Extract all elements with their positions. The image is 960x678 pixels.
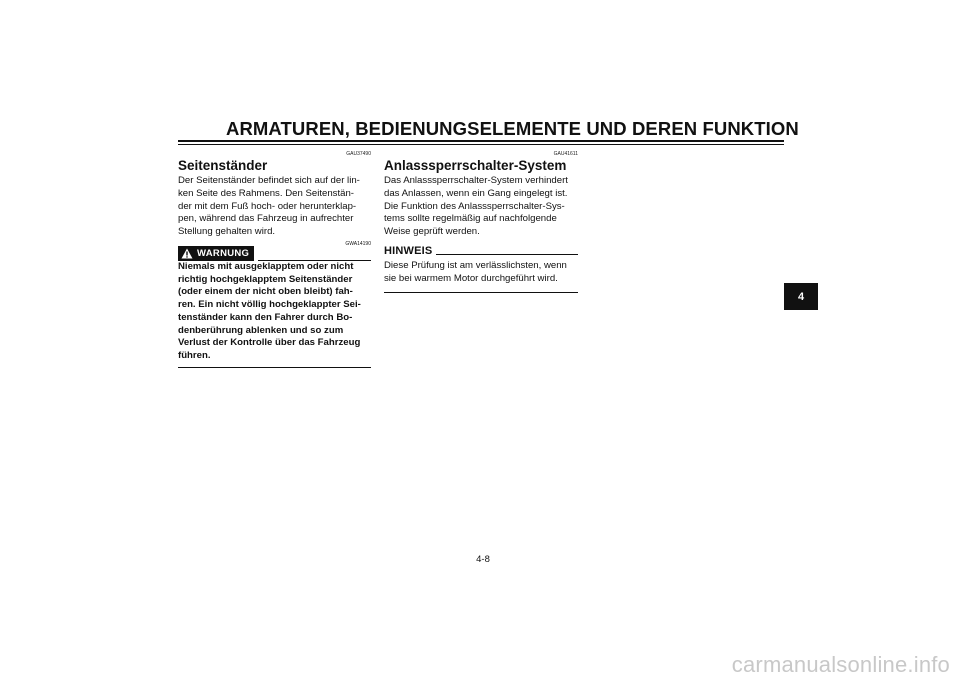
warning-code: GWA14190	[345, 240, 371, 247]
warning-text: Niemals mit ausgeklapptem oder nicht richtig hochgeklapptem Seitenständer (oder einem der nicht oben bleibt) fah- ren. Ein nicht völlig hochgeklappter Sei- tenständer kann den Fahrer durch Bo- denberührung ablenken und so zum Verlust der Kontrolle über das Fahrzeug führen.	[178, 260, 361, 361]
section-body-seitenstaender: Der Seitenständer befindet sich auf der lin- ken Seite des Rahmens. Den Seitenstän- der mit dem Fuß hoch- oder herunterklap- pen, während das Fahrzeug in aufrechter Stellung gehalten wird.	[178, 175, 360, 238]
chapter-tab: 4	[784, 283, 818, 310]
section-code: GAU41611	[553, 151, 578, 157]
left-column	[178, 150, 371, 368]
watermark: carmanualsonline.info	[731, 652, 950, 677]
note-end-rule	[384, 292, 578, 293]
section-code: GAU37490	[346, 151, 371, 157]
section-heading-seitenstaender: Seitenständer	[178, 158, 268, 173]
note-text: Diese Prüfung ist am verlässlichsten, wenn sie bei warmem Motor durchgeführt wird.	[384, 259, 567, 284]
page-number: 4-8	[476, 554, 490, 565]
section-body-anlasssperrschalter: Das Anlasssperrschalter-System verhindert das Anlassen, wenn ein Gang eingelegt ist. Die Funktion des Anlasssperrschalter-Sys- tems sollte regelmäßig auf nachfolgende Weise geprüft werden.	[384, 175, 568, 238]
page-title: ARMATUREN, BEDIENUNGSELEMENTE UND DEREN FUNKTION	[226, 118, 799, 139]
note-header	[384, 245, 578, 257]
header-rule	[178, 140, 784, 145]
warning-label: WARNUNG	[197, 247, 250, 259]
warning-end-rule	[178, 367, 371, 368]
warning-triangle-icon	[181, 248, 193, 259]
note-rule	[436, 254, 578, 255]
warning-badge	[178, 246, 254, 261]
note-label: HINWEIS	[384, 244, 433, 257]
section-heading-anlasssperrschalter: Anlasssperrschalter-System	[384, 158, 567, 173]
right-column	[384, 150, 578, 293]
